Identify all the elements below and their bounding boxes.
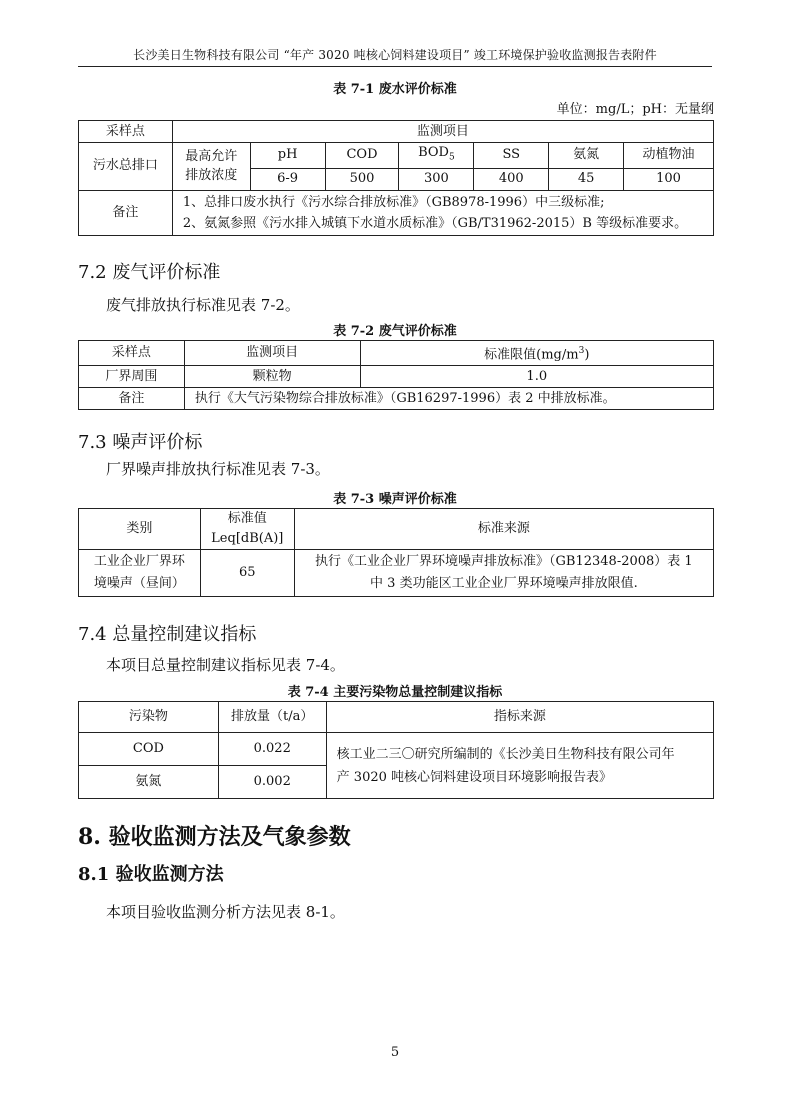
value-oil: 100 bbox=[624, 168, 714, 190]
param-bod bbox=[399, 143, 474, 169]
header-type: 类别 bbox=[79, 509, 201, 550]
note-line-1: 1、总排口废水执行《污水综合排放标准》（GB8978-1996）中三级标准; bbox=[182, 194, 605, 210]
header-standard-line2: Leq[dB(A)] bbox=[211, 531, 284, 546]
running-header: 长沙美日生物科技有限公司 “年产 3020 吨核心饲料建设项目” 竣工环境保护验收监测报告表附件 bbox=[133, 48, 657, 62]
table-7-3-caption: 表 7-3 噪声评价标准 bbox=[333, 492, 457, 507]
limit-label-line1: 最高允许 bbox=[185, 149, 238, 165]
bod-text: BOD bbox=[418, 145, 449, 160]
sample-site: 厂界周围 bbox=[79, 366, 185, 388]
page-number: 5 bbox=[390, 1045, 400, 1060]
amount-cod: 0.022 bbox=[218, 733, 326, 766]
limit-value: 1.0 bbox=[360, 366, 713, 388]
noise-source bbox=[294, 550, 713, 597]
section-8-1-title: 8.1 验收监测方法 bbox=[78, 864, 224, 885]
note-text bbox=[172, 190, 713, 235]
limit-superscript: 3 bbox=[578, 346, 585, 356]
limit-text: 标准限值(mg/m bbox=[484, 347, 579, 363]
header-sample-point: 采样点 bbox=[79, 121, 173, 143]
note-label: 备注 bbox=[79, 190, 173, 235]
note-label: 备注 bbox=[79, 388, 185, 410]
section-8-1-para: 本项目验收监测分析方法见表 8-1。 bbox=[106, 903, 345, 921]
param-ss: SS bbox=[474, 143, 549, 169]
section-7-3-title: 7.3 噪声评价标 bbox=[78, 432, 203, 453]
table-7-2-caption: 表 7-2 废气评价标准 bbox=[333, 324, 457, 339]
header-sample-point: 采样点 bbox=[79, 341, 185, 366]
bod-subscript: 5 bbox=[448, 152, 455, 163]
control-source-line1: 核工业二三〇研究所编制的《长沙美日生物科技有限公司年 bbox=[336, 746, 675, 762]
header-standard bbox=[200, 509, 294, 550]
value-ammonia: 45 bbox=[549, 168, 624, 190]
monitoring-item: 颗粒物 bbox=[184, 366, 360, 388]
control-source-line2: 产 3020 吨核心饲料建设项目环境影响报告表》 bbox=[336, 769, 613, 785]
section-8-title: 8. 验收监测方法及气象参数 bbox=[78, 824, 351, 850]
table-7-1-unit: 单位：mg/L；pH：无量纲 bbox=[556, 102, 714, 117]
header-source: 标准来源 bbox=[294, 509, 713, 550]
param-cod: COD bbox=[325, 143, 399, 169]
section-7-4-title: 7.4 总量控制建议指标 bbox=[78, 624, 257, 645]
pollutant-cod: COD bbox=[79, 733, 219, 766]
noise-source-line2: 中 3 类功能区工业企业厂界环境噪声排放限值. bbox=[370, 576, 638, 591]
value-bod: 300 bbox=[399, 168, 474, 190]
param-ammonia: 氨氮 bbox=[549, 143, 624, 169]
limit-close: ) bbox=[584, 347, 590, 363]
control-source bbox=[326, 733, 713, 799]
noise-type-line2: 境噪声（昼间） bbox=[93, 576, 185, 591]
noise-source-line1: 执行《工业企业厂界环境噪声排放标准》（GB12348-2008）表 1 bbox=[315, 554, 693, 569]
pollutant-ammonia: 氨氮 bbox=[79, 766, 219, 799]
header-pollutant: 污染物 bbox=[79, 702, 219, 733]
table-7-1-caption: 表 7-1 废水评价标准 bbox=[333, 82, 457, 97]
noise-standard-table bbox=[78, 508, 714, 597]
wastewater-standard-table bbox=[78, 120, 714, 236]
value-ph: 6-9 bbox=[250, 168, 325, 190]
limit-label bbox=[172, 143, 250, 191]
sample-site: 污水总排口 bbox=[79, 143, 173, 191]
limit-label-line2: 排放浓度 bbox=[185, 168, 238, 184]
section-7-2-title: 7.2 废气评价标准 bbox=[78, 262, 221, 283]
table-7-4-caption: 表 7-4 主要污染物总量控制建议指标 bbox=[287, 685, 503, 700]
header-monitoring-item: 监测项目 bbox=[184, 341, 360, 366]
value-ss: 400 bbox=[474, 168, 549, 190]
header-monitoring-items: 监测项目 bbox=[172, 121, 713, 143]
header-limit bbox=[360, 341, 713, 366]
param-oil: 动植物油 bbox=[624, 143, 714, 169]
header-standard-line1: 标准值 bbox=[227, 511, 267, 526]
header-amount: 排放量（t/a） bbox=[218, 702, 326, 733]
section-7-3-para: 厂界噪声排放执行标准见表 7-3。 bbox=[106, 460, 330, 478]
header-source: 指标来源 bbox=[326, 702, 713, 733]
noise-type-line1: 工业企业厂界环 bbox=[93, 554, 185, 569]
param-ph: pH bbox=[250, 143, 325, 169]
exhaust-standard-table bbox=[78, 340, 714, 410]
note-text: 执行《大气污染物综合排放标准》（GB16297-1996）表 2 中排放标准。 bbox=[184, 388, 713, 410]
total-control-table bbox=[78, 701, 714, 799]
section-7-2-para: 废气排放执行标准见表 7-2。 bbox=[106, 296, 300, 314]
amount-ammonia: 0.002 bbox=[218, 766, 326, 799]
noise-type bbox=[79, 550, 201, 597]
noise-value: 65 bbox=[200, 550, 294, 597]
value-cod: 500 bbox=[325, 168, 399, 190]
header-rule bbox=[78, 66, 712, 67]
note-line-2: 2、氨氮参照《污水排入城镇下水道水质标准》（GB/T31962-2015）B 等级标准要求。 bbox=[182, 215, 688, 231]
section-7-4-para: 本项目总量控制建议指标见表 7-4。 bbox=[106, 656, 345, 674]
